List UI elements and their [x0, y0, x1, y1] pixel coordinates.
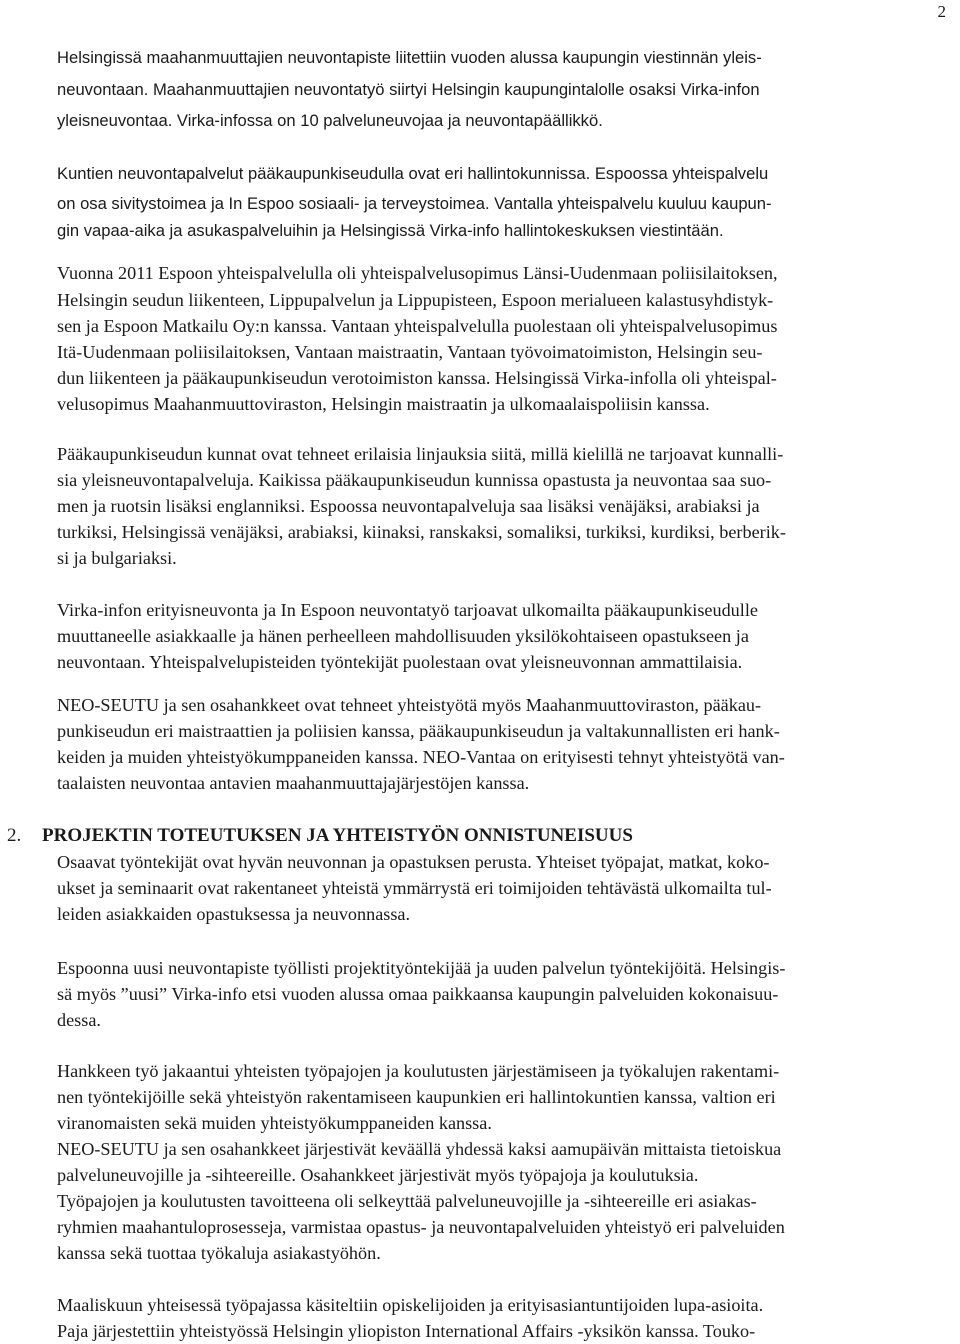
paragraph-2-line: gin vapaa-aika ja asukaspalveluihin ja Helsingissä Virka-info hallintokeskuksen viestintään.: [57, 221, 724, 240]
paragraph-9-line: ryhmien maahantuloprosesseja, varmistaa opastus- ja neuvontapalveluiden yhteistyö eri palveluiden: [57, 1217, 785, 1237]
paragraph-7-line: ukset ja seminaarit ovat rakentaneet yhteistä ymmärrystä eri toimijoiden tehtävästä ulkomailta tul-: [57, 878, 772, 898]
paragraph-9-line: Hankkeen työ jakaantui yhteisten työpajojen ja koulutusten järjestämiseen ja työkalujen rakentami-: [57, 1061, 780, 1081]
paragraph-9-line: palveluneuvojille ja -sihteereille. Osahankkeet järjestivät myös työpajoja ja koulutuksia.: [57, 1165, 699, 1185]
paragraph-9-line: Työpajojen ja koulutusten tavoitteena oli selkeyttää palveluneuvojille ja -sihteereille eri asiakas-: [57, 1191, 757, 1211]
paragraph-1-line: Helsingissä maahanmuuttajien neuvontapiste liitettiin vuoden alussa kaupungin viestinnän yleis-: [57, 48, 762, 67]
paragraph-4-line: Pääkaupunkiseudun kunnat ovat tehneet erilaisia linjauksia siitä, millä kielillä ne tarjoavat kunnalli-: [57, 444, 784, 464]
paragraph-8-line: dessa.: [57, 1010, 101, 1030]
paragraph-8-line: sä myös ”uusi” Virka-info etsi vuoden alussa omaa paikkaansa kaupungin palveluiden kokonaisuu-: [57, 984, 779, 1004]
paragraph-5-line: Virka-infon erityisneuvonta ja In Espoon neuvontatyö tarjoavat ulkomailta pääkaupunkiseudulle: [57, 600, 758, 620]
paragraph-7-line: Osaavat työntekijät ovat hyvän neuvonnan ja opastuksen perusta. Yhteiset työpajat, matkat, koko-: [57, 852, 770, 872]
paragraph-9-line: NEO-SEUTU ja sen osahankkeet järjestivät keväällä yhdessä kaksi aamupäivän mittaista tietoiskua: [57, 1139, 782, 1159]
page-number: 2: [937, 2, 946, 21]
paragraph-1-line: neuvontaan. Maahanmuuttajien neuvontatyö siirtyi Helsingin kaupungintalolle osaksi Virka-infon: [57, 80, 760, 99]
paragraph-2-line: Kuntien neuvontapalvelut pääkaupunkiseudulla ovat eri hallintokunnissa. Espoossa yhteispalvelu: [57, 164, 769, 183]
paragraph-6-line: punkiseudun eri maistraattien ja poliisien kanssa, pääkaupunkiseudun ja valtakunnallisten eri hank-: [57, 721, 780, 741]
paragraph-9-line: kanssa sekä tuottaa työkaluja asiakastyöhön.: [57, 1243, 381, 1263]
paragraph-3-line: Itä-Uudenmaan poliisilaitoksen, Vantaan maistraatin, Vantaan työvoimatoimiston, Helsingin seu-: [57, 342, 763, 362]
paragraph-3-line: sen ja Espoon Matkailu Oy:n kanssa. Vantaan yhteispalvelulla puolestaan oli yhteispalvelusopimus: [57, 316, 778, 336]
paragraph-6-line: taalaisten neuvontaa antavien maahanmuuttajajärjestöjen kanssa.: [57, 773, 530, 793]
paragraph-3-line: Vuonna 2011 Espoon yhteispalvelulla oli yhteispalvelusopimus Länsi-Uudenmaan poliisilaitoksen,: [57, 263, 778, 283]
paragraph-4-line: si ja bulgariaksi.: [57, 548, 177, 568]
paragraph-2-line: on osa sivitystoimea ja In Espoo sosiaali- ja terveystoimea. Vantalla yhteispalvelu kuuluu kaupun-: [57, 194, 772, 213]
paragraph-3-line: velusopimus Maahanmuuttoviraston, Helsingin maistraatin ja ulkomaalaispoliisin kanssa.: [57, 394, 710, 414]
paragraph-10-line: Maaliskuun yhteisessä työpajassa käsiteltiin opiskelijoiden ja erityisasiantuntijoiden lupa-asioita.: [57, 1295, 764, 1315]
paragraph-6-line: keiden ja muiden yhteistyökumppaneiden kanssa. NEO-Vantaa on erityisesti tehnyt yhteistyötä van-: [57, 747, 785, 767]
paragraph-3-line: Helsingin seudun liikenteen, Lippupalvelun ja Lippupisteen, Espoon merialueen kalastusyhdistyk-: [57, 290, 774, 310]
paragraph-4-line: turkiksi, Helsingissä venäjäksi, arabiaksi, kiinaksi, ranskaksi, somaliksi, turkiksi, kurdiksi, berberik-: [57, 522, 786, 542]
paragraph-10-line: Paja järjestettiin yhteistyössä Helsingin yliopiston International Affairs -yksikön kanssa. Touko-: [57, 1321, 756, 1341]
paragraph-6-line: NEO-SEUTU ja sen osahankkeet ovat tehneet yhteistyötä myös Maahanmuuttoviraston, pääkau-: [57, 695, 762, 715]
paragraph-9-line: nen työntekijöille sekä yhteistyön rakentamiseen kaupunkien eri hallintokuntien kanssa, valtion eri: [57, 1087, 776, 1107]
paragraph-3-line: dun liikenteen ja pääkaupunkiseudun verotoimiston kanssa. Helsingissä Virka-infolla oli yhteispal-: [57, 368, 777, 388]
paragraph-4-line: men ja ruotsin lisäksi englanniksi. Espoossa neuvontapalveluja saa lisäksi venäjäksi, arabiaksi ja: [57, 496, 760, 516]
paragraph-5-line: muuttaneelle asiakkaalle ja hänen perheelleen mahdollisuuden yksilökohtaiseen opastukseen ja: [57, 626, 749, 646]
paragraph-4-line: sia yleisneuvontapalveluja. Kaikissa pääkaupunkiseudun kunnissa opastusta ja neuvontaa saa suo-: [57, 470, 772, 490]
paragraph-7-line: leiden asiakkaiden opastuksessa ja neuvonnassa.: [57, 904, 411, 924]
paragraph-5-line: neuvontaan. Yhteispalvelupisteiden työntekijät puolestaan ovat yleisneuvonnan ammattilaisia.: [57, 652, 743, 672]
paragraph-9-line: viranomaisten sekä muiden yhteistyökumppaneiden kanssa.: [57, 1113, 492, 1133]
section-title: PROJEKTIN TOTEUTUKSEN JA YHTEISTYÖN ONNISTUNEISUUS: [42, 825, 633, 846]
paragraph-1-line: yleisneuvontaa. Virka-infossa on 10 palveluneuvojaa ja neuvontapäällikkö.: [57, 111, 603, 130]
paragraph-8-line: Espoonna uusi neuvontapiste työllisti projektityöntekijää ja uuden palvelun työntekijöitä. Helsingis-: [57, 958, 786, 978]
section-number: 2.: [7, 825, 22, 846]
